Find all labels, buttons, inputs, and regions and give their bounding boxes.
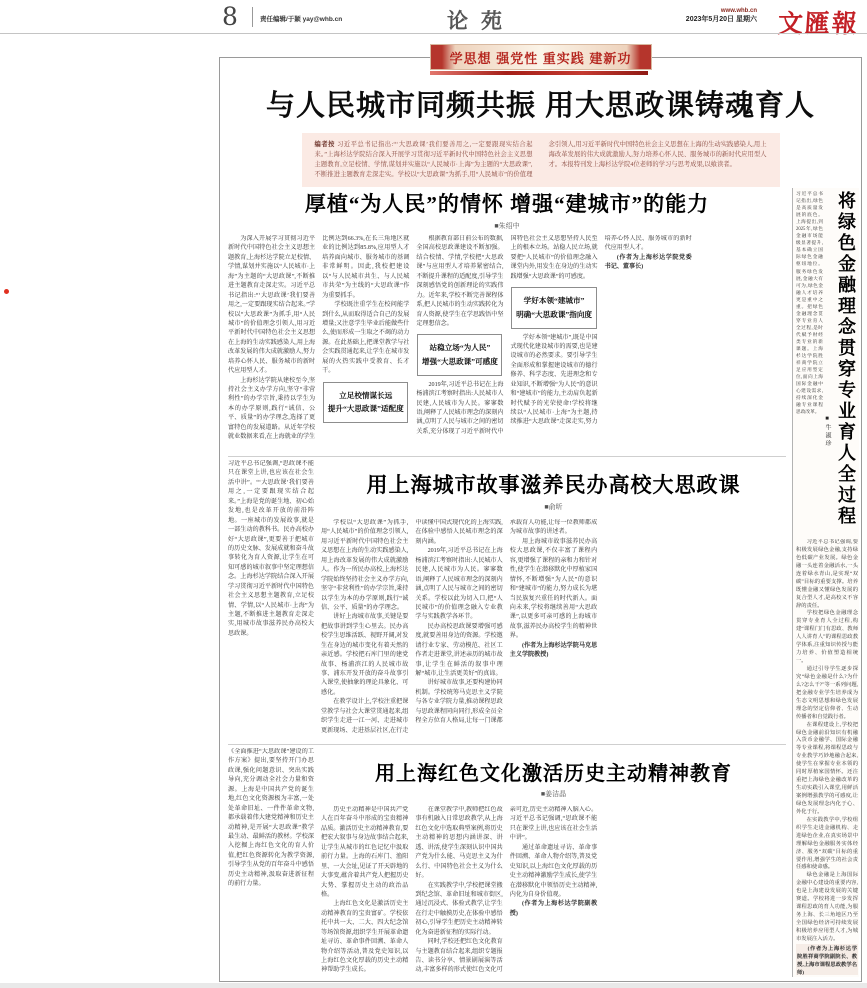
body-paragraph: 习近平总书记强调,要积极发展绿色金融,支持绿色低碳产业发展。绿色金融一头连着金融活水,一头连着绿水青山,是实现“双碳”目标的重要支撑。培养既懂金融又懂绿色发展的复合型人才,是高校义不容辞的责任。 (796, 539, 858, 609)
body-paragraph: 同时,学校还把红色文化教育与主题教育结合起来,组织专题报告、读书分享、情景剧展演等活动,丰富多样的形式使红色文化可亲可近,历史主动精神入脑入心。习近平总书记强调,“思政课不能只在课堂上讲,也应该在社会生活中讲”。 (415, 807, 598, 974)
body-paragraph: 讲好上海城市故事,关键是要把故事讲到学生心里去。民办高校学生思维活跃、视野开阔,对发生在身边的城市变化有着天然的亲近感。学校把石库门里的建党故事、杨浦滨江的人民城市故事、浦东开发开放的奋斗故事引入课堂,使抽象的理论具象化、可感化。 (321, 614, 409, 696)
section-separator (228, 456, 786, 457)
inset-subhead (417, 334, 502, 375)
editor-contact: 责任编辑/于颖 yay@whb.cn (260, 16, 343, 23)
article-2-first-column: 习近平总书记强调,“思政课不能只在课堂上讲,也应该在社会生活中讲”。“‘大思政课’我们要善用之,一定要跟现实结合起来。”上海是党的诞生地、初心始发地,也是改革开放的前沿阵地。一座城市的发展故事,就是一部生动的教科书。民办高校办好“大思政课”,更要善于把城市的历史文脉、发展成就和奋斗故事转化为育人资源,让学生在可知可感的城市叙事中坚定理想信念。上海杉达学院结合深入开展学习贯彻习近平新时代中国特色社会主义思想主题教育,立足校情、学情,以“人民城市·上海”为主题,不断推进主题教育走深走实,用城市故事滋养民办高校大思政课。 (228, 461, 314, 637)
body-paragraph: 学校把绿色金融理念贯穿专业育人全过程,构建“课程门门有思政、教师人人讲育人”的课程思政教学体系,注重知识传授与能力培养、价值塑造相统一。 (796, 610, 858, 665)
body-paragraph: 历史主动精神是中国共产党人在百年奋斗中形成的宝贵精神品质。激活历史主动精神教育,要把宏大叙事与身边故事结合起来,让学生从城市的红色记忆中汲取前行力量。上海的石库门、渔阳里、一大会址,见证了开天辟地的大事变,蕴含着共产党人把握历史大势、掌握历史主动的政治品格。 (321, 807, 409, 898)
article-2-byline: ■俞昕 (544, 504, 563, 511)
body-paragraph: 2019年,习近平总书记在上海杨浦滨江考察时指出:人民城市人民建,人民城市为人民。寥寥数语,阐释了人民城市理念的深刻内涵,点明了人民与城市之间的密切关系,充分体现了习近平新时代中国特色社会主义思想坚持人民至上的根本立场。站稳人民立场,就要把“人民城市”的价值理念融入课堂内外,用发生在身边的生动实践增强“大思政课”的可感度。 (416, 236, 598, 435)
page-header (0, 0, 867, 38)
body-paragraph: 通过革命遗址寻访、革命事件回溯、革命人物介绍等,普及党史知识,以上海红色文化厚载的历史主动精神激励学生成长,使学生在潜移默化中领悟历史主动精神,内化为自身价值观。 (509, 844, 598, 898)
article-1 (228, 188, 786, 454)
body-paragraph: 为深入开展学习贯彻习近平新时代中国特色社会主义思想主题教育,上海杉达学院立足校情、学情,谋划并实施以“人民城市·上海”为主题的“大思政课”,不断推进主题教育走深走实。习近平总书记指出:“‘大思政课’我们要善用之,一定要跟现实结合起来。”学校以“大思政课”为抓手,用“人民城市”的价值理念引领人,用习近平新时代中国特色社会主义思想在上海的生动实践感染人,用上海改革发展的伟大成就激励人,努力培养心怀人民、服务城市的新时代应用型人才。 (228, 236, 316, 375)
inset-subhead-line2: 增强“大思政课”可感度 (421, 357, 498, 367)
website-url: www.whb.cn (720, 8, 757, 14)
header-date-block (686, 8, 757, 24)
body-paragraph: 根据教育部日前公布的数据,全国高校思政课建设不断加强。结合校情、学情,学校把“大思政课”与应用型人才培养紧密结合,不断提升课程的适配度,引导学生深刻感悟党的创新理论的实践伟力。近年来,学校不断完善课程体系,把人民城市的生动实践转化为育人资源,使学生在学思践悟中坚定理想信念。 (416, 236, 504, 327)
article-2 (228, 460, 786, 742)
body-paragraph: 学校既注重学生在校问能学到什么,从而取得适合自己的发展增量;又注意学生毕业后能做些什么,使而形成一生取之不竭的动力源。在此基础上,把课堂教学与社会实践贯通起来,让学生在城市发展的火热实践中受教育、长才干。 (322, 302, 410, 375)
article-3-first-column: 《全面推进“大思政课”建设的工作方案》提出,要坚持开门办思政课,强化问题意识、突出实践导向,充分调动全社会力量和资源。上海是中国共产党的诞生地,红色文化资源极为丰富,一处处革命旧址、一件件革命文物,都承载着伟大建党精神和历史主动精神,是开展“大思政课”教学最生动、最鲜活的教材。学校深入挖掘上海红色文化的育人价值,把红色资源转化为教学资源,引导学生从党的百年奋斗中感悟历史主动精神,汲取奋进新征程的前行力量。 (228, 749, 314, 888)
article-3 (228, 748, 786, 977)
body-paragraph: 2019年,习近平总书记在上海杨浦滨江考察时指出:人民城市人民建,人民城市为人民。寥寥数语,阐释了人民城市理念的深刻内涵,点明了人民与城市之间的密切关系。学校以此为切入口,把“人民城市”的价值理念融入专业教学与实践教学各环节。 (415, 548, 503, 621)
footer-rule (0, 983, 867, 988)
sidebar-top (796, 191, 858, 535)
section-title: 论苑 (447, 9, 515, 33)
article-3-body (321, 806, 786, 977)
body-paragraph: 学校以“大思政课”为抓手,用“人民城市”的价值理念引领人,用习近平新时代中国特色社会主义思想在上海的生动实践感染人,用上海改革发展的伟大成就激励人。作为一所民办高校,上海杉达学院始终坚持社会主义办学方向,坚守“非营利性”的办学宗旨,秉持以学生为本的办学原则,践行“诚信、公平、质量”的办学理念。 (321, 520, 409, 611)
body-paragraph: 民办高校思政课要增强可感度,就要善用身边的资源。学校邀请行业专家、劳动模范、社区工作者走进课堂,讲述亲历的城市故事,让学生在鲜活的叙事中理解“城市,让生活更美好”的真谛。 (415, 623, 503, 677)
body-paragraph: 上海红色文化是激活历史主动精神教育的宝贵富矿。学校依托中共一大、二大、四大纪念馆等场馆资源,组织学生开展革命遗址寻访、革命事件回溯、革命人物介绍等活动,普及党史知识,以上海红色文化厚载的历史主动精神帮助学生成长。 (321, 901, 409, 974)
article-3-right (321, 748, 786, 977)
sidebar-body (796, 539, 858, 975)
header-rule (0, 33, 867, 34)
body-paragraph: 通过引导学生逐步探究“绿色金融是什么?为什么?怎么干?”等一系列问题,把金融专业学生培养成为生态文明思想和绿色发展理念的坚定信仰者、生动传播者和自觉践行者。 (796, 666, 858, 720)
article-2-body (321, 519, 786, 742)
body-paragraph: 在课程建设上,学校把绿色金融前沿知识有机融入货币金融学、国际金融等专业课程,将课程思政与专业教学巧妙地融合起来,使学生在掌握专业本领的同时厚植家国情怀。还注重把上海绿色金融改革的生动实践引入课堂,用鲜活案例增强教学的可感度,让绿色发展理念内化于心、外化于行。 (796, 721, 858, 815)
article-3-byline: ■姜洁晶 (540, 791, 567, 798)
print-artifact-dot (4, 289, 9, 294)
inset-subhead-line2: 明确“大思政课”指向度 (516, 309, 593, 319)
author-attribution: (作者为上海杉达学院党委书记、董事长) (604, 254, 692, 271)
body-paragraph: 在实践教学中,学校组织学生走进金融机构、走进绿色企业,在真实场景中理解绿色金融服务实体经济、服务“双碳”目标的重要作用,增强学生的社会责任感和使命感。 (796, 816, 858, 871)
sidebar-byline: ■牛淑珍 (824, 416, 830, 448)
author-attribution: (作者为上海杉达学院马克思主义学院教授) (509, 642, 598, 659)
content-frame (219, 51, 862, 982)
author-attribution: (作者为上海杉达学院副教授) (509, 901, 598, 917)
masthead-logo: 文匯報 (776, 11, 860, 38)
editor-note-label: 编者按 (314, 141, 335, 148)
section-separator (228, 744, 786, 745)
date-line: 2023年5月20日 星期六 (685, 15, 757, 23)
sidebar-headline: 将绿色金融理念贯穿专业育人全过程 (836, 191, 856, 527)
inset-subhead-line1: 站稳立场“为人民” (429, 343, 491, 353)
article-1-headline: 厚植“为人民”的情怀 增强“建城市”的能力 (304, 192, 710, 216)
page-number: 8 (222, 2, 238, 31)
article-3-headline: 用上海红色文化激活历史主动精神教育 (375, 763, 732, 785)
articles-area (228, 188, 786, 977)
sidebar-article (792, 188, 859, 977)
content-row (228, 188, 859, 977)
body-paragraph: 在课堂教学中,教师把红色故事有机融入日常思政教学,从上海红色文化中选取典型案例,将历史主动精神的思想内涵讲深、讲透、讲活,使学生深刻认识中国共产党为什么能、马克思主义为什么行、中国特色社会主义为什么好。 (415, 807, 503, 880)
theme-banner-underline (430, 71, 648, 75)
editor-note-box (302, 133, 780, 187)
body-paragraph: 在教学设计上,学校注重把课堂教学与社会大课堂贯通起来,组织学生走进一江一河、走进城市更新现场、走进基层社区,在行走中读懂中国式现代化的上海实践,在体验中感悟人民城市理念的深刻内涵。 (321, 520, 503, 734)
body-paragraph: 绿色金融是上海国际金融中心建设的重要内容,也是上海建设发展的关键赛道。学校将进一步发挥课程思政的育人功能,为服务上海、长三角地区乃至全国绿色经济可持续发展积极培养应用型人才,为城市发展注入活力。 (796, 872, 858, 942)
body-paragraph: 学好本领“建城市”,既是中国式现代化建设城市的需要,也是建设城市的必然要求。要引导学生全面形成和掌握建设城市的德行修养、科学态度、先进理念和专业知识,不断增强“为人民”的意识和“建城市”的能力,主动肩负起新时代赋予的光荣使命!学校将继续以“人民城市·上海”为主题,持续推进“大思政课”走深走实,努力培养心怀人民、服务城市的新时代应用型人才。 (510, 236, 692, 426)
theme-banner (430, 44, 652, 75)
main-headline: 与人民城市同频共振 用大思政课铸魂育人 (265, 90, 816, 122)
article-1-body (228, 235, 786, 445)
article-2-headline: 用上海城市故事滋养民办高校大思政课 (366, 473, 741, 497)
article-1-byline: ■朱绍中 (494, 223, 520, 230)
theme-banner-text: 学思想 强党性 重实践 建新功 (430, 44, 652, 70)
author-attribution: (作者为上海杉达学院胜祥商学院副院长、教授,上海市课程思政教学名师) (796, 944, 858, 975)
inset-subhead-line1: 立足校情谋长远 (339, 390, 393, 400)
header-divider (252, 7, 253, 27)
body-paragraph: 上海杉达学院从建校至今,坚持社会主义办学方向,坚守“非营利性”的办学宗旨,秉持以学生为本的办学原则,践行“诚信、公平、质量”的办学理念,选择了更富特色的发展道路。从近年学校就业数据来看,在上海就业的学生比例达到66.3%,在长三角地区就业的比例达到85.8%,应用型人才培养面向城市、服务城市的基调非常鲜明。因此,我校把建设以“与人民城市共生、与人民城市共荣”为主线的“大思政课”作为重要抓手。 (228, 236, 410, 441)
body-paragraph: 用上海城市故事滋养民办高校大思政课,不仅丰富了课程内容,更增强了课程的亲和力和针对性,使学生在潜移默化中厚植家国情怀,不断增强“为人民”的意识和“建城市”的能力,努力成长为堪当民族复兴重任的时代新人。面向未来,学校将继续善用“大思政课”,以更多可亲可感的上海城市故事,滋养民办高校学生的精神世界。 (509, 538, 598, 640)
inset-subhead (511, 287, 596, 328)
editor-note-text: 习近平总书记指出:“‘大思政课’我们要善用之,一定要跟现实结合起来。”上海杉达学院结合深入开展学习贯彻习近平新时代中国特色社会主义思想主题教育,立足校情、学情,谋划并实施以“人民城市·上海”为主题的“大思政课”,不断推进主题教育走深走实。学校以“大思政课”为抓手,用“人民城市”的价值理念引领人,用习近平新时代中国特色社会主义思想在上海的生动实践感染人,用上海改革发展的伟大成就激励人,努力培养心怀人民、服务城市的新时代应用型人才。本报特刊发上海杉达学院4位老师的学习与思考成果,以飨读者。 (314, 141, 767, 179)
inset-subhead (323, 382, 408, 423)
article-2-right (321, 460, 786, 742)
inset-subhead-line1: 学好本领“建城市” (523, 296, 585, 306)
body-paragraph: 讲好城市故事,还要构建协同机制。学校统筹马克思主义学院与各专业学院力量,推动课程思政与思政课程同向同行,形成全员全程全方位育人格局,让每一门课都承载育人功能,让每一位教师都成为城市故事的讲述者。 (415, 520, 598, 725)
inset-subhead-line2: 提升“大思政课”适配度 (327, 404, 404, 414)
sidebar-lead-text: 习近平总书记指出,绿色是高质量发展的底色。上海提出,到2025年,绿色金融市场能级显著提升,基本确立国际绿色金融枢纽地位。服务绿色发展,金融大有可为,绿色金融人才培养更是重中之重。把绿色金融理念贯穿专业育人全过程,是时代赋予财经类专业的新课题。上海杉达学院胜祥商学院立足应用型定位,面向上海国际金融中心建设需求,持续深化金融专业课程思政改革。 (796, 192, 823, 416)
body-paragraph: 在实践教学中,学校把课堂搬到纪念馆、革命旧址和城市街区,通过沉浸式、体验式教学,让学生在行走中触摸历史,在体验中感悟初心,引导学生把历史主动精神转化为奋进新征程的实际行动。 (415, 882, 503, 936)
